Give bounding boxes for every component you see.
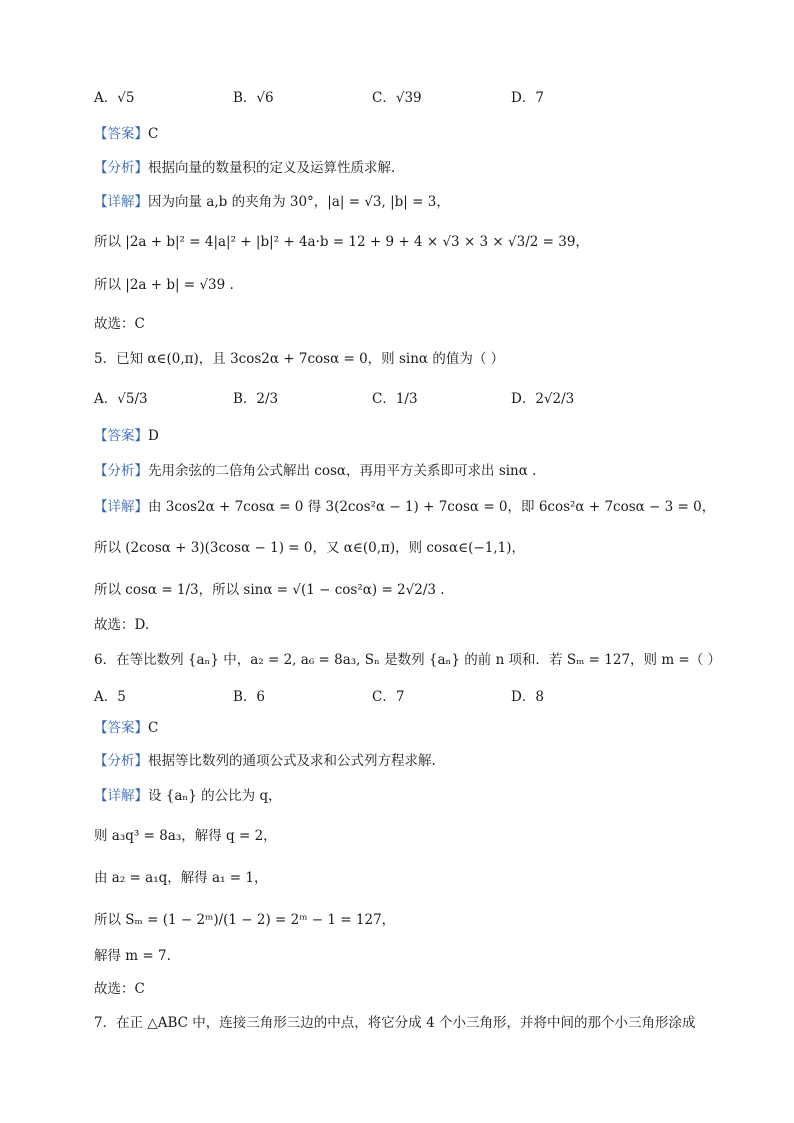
q6-option-b: B．6 <box>233 689 266 705</box>
q5-detail-3: 所以 cosα = 1/3，所以 sinα = √(1 − cos²α) = 2√2/3 . <box>94 582 445 598</box>
q4-option-d: D．7 <box>511 90 544 106</box>
q6-detail-5: 解得 m = 7. <box>94 948 171 964</box>
q4-choose: 故选：C <box>94 316 145 332</box>
q6-option-d: D．8 <box>511 689 544 705</box>
q5-choose: 故选：D. <box>94 617 150 633</box>
q4-option-a: A．√5 <box>94 90 135 106</box>
q6-detail-2: 则 a₃q³ = 8a₃，解得 q = 2， <box>94 828 277 844</box>
q5-option-d: D．2√2/3 <box>511 391 575 407</box>
q6-choose: 故选：C <box>94 981 145 997</box>
q4-option-b: B．√6 <box>233 90 274 106</box>
q5-answer: 【答案】D <box>94 428 159 444</box>
q6-detail-1: 【详解】设 {aₙ} 的公比为 q， <box>94 788 282 804</box>
q5-stem: 5．已知 α∈(0,π)，且 3cos2α + 7cosα = 0，则 sinα 的值为（ ） <box>94 351 505 367</box>
q5-analysis: 【分析】先用余弦的二倍角公式解出 cosα，再用平方关系即可求出 sinα . <box>94 463 537 479</box>
q4-detail-3: 所以 |2a + b| = √39 . <box>94 277 234 293</box>
q4-option-c: C．√39 <box>372 90 422 106</box>
q5-option-b: B．2/3 <box>233 391 279 407</box>
q4-detail-1: 【详解】因为向量 a,b 的夹角为 30°，|a| = √3, |b| = 3， <box>94 194 450 210</box>
q6-option-c: C．7 <box>372 689 405 705</box>
q5-option-c: C．1/3 <box>372 391 418 407</box>
q5-detail-1: 【详解】由 3cos2α + 7cosα = 0 得 3(2cos²α − 1) + 7cosα = 0，即 6cos²α + 7cosα − 3 = 0， <box>94 499 716 515</box>
q5-detail-2: 所以 (2cosα + 3)(3cosα − 1) = 0，又 α∈(0,π)，则 cosα∈(−1,1)， <box>94 540 525 556</box>
q4-answer: 【答案】C <box>94 126 159 142</box>
q4-detail-2: 所以 |2a + b|² = 4|a|² + |b|² + 4a·b = 12 + 9 + 4 × √3 × 3 × √3/2 = 39， <box>94 234 589 250</box>
q6-answer: 【答案】C <box>94 720 159 736</box>
q7-stem: 7．在正 △ABC 中，连接三角形三边的中点，将它分成 4 个小三角形，并将中间的那个小三角形涂成 <box>94 1015 696 1031</box>
q6-option-a: A．5 <box>94 689 126 705</box>
q5-option-a: A．√5/3 <box>94 391 148 407</box>
q6-stem: 6．在等比数列 {aₙ} 中，a₂ = 2, a₆ = 8a₃, Sₙ 是数列 {aₙ} 的前 n 项和．若 Sₘ = 127，则 m =（ ） <box>94 652 722 668</box>
q6-detail-3: 由 a₂ = a₁q，解得 a₁ = 1， <box>94 870 268 886</box>
q6-detail-4: 所以 Sₘ = (1 − 2ᵐ)/(1 − 2) = 2ᵐ − 1 = 127， <box>94 912 396 928</box>
q6-analysis: 【分析】根据等比数列的通项公式及求和公式列方程求解. <box>94 753 436 769</box>
q4-analysis: 【分析】根据向量的数量积的定义及运算性质求解. <box>94 160 396 176</box>
